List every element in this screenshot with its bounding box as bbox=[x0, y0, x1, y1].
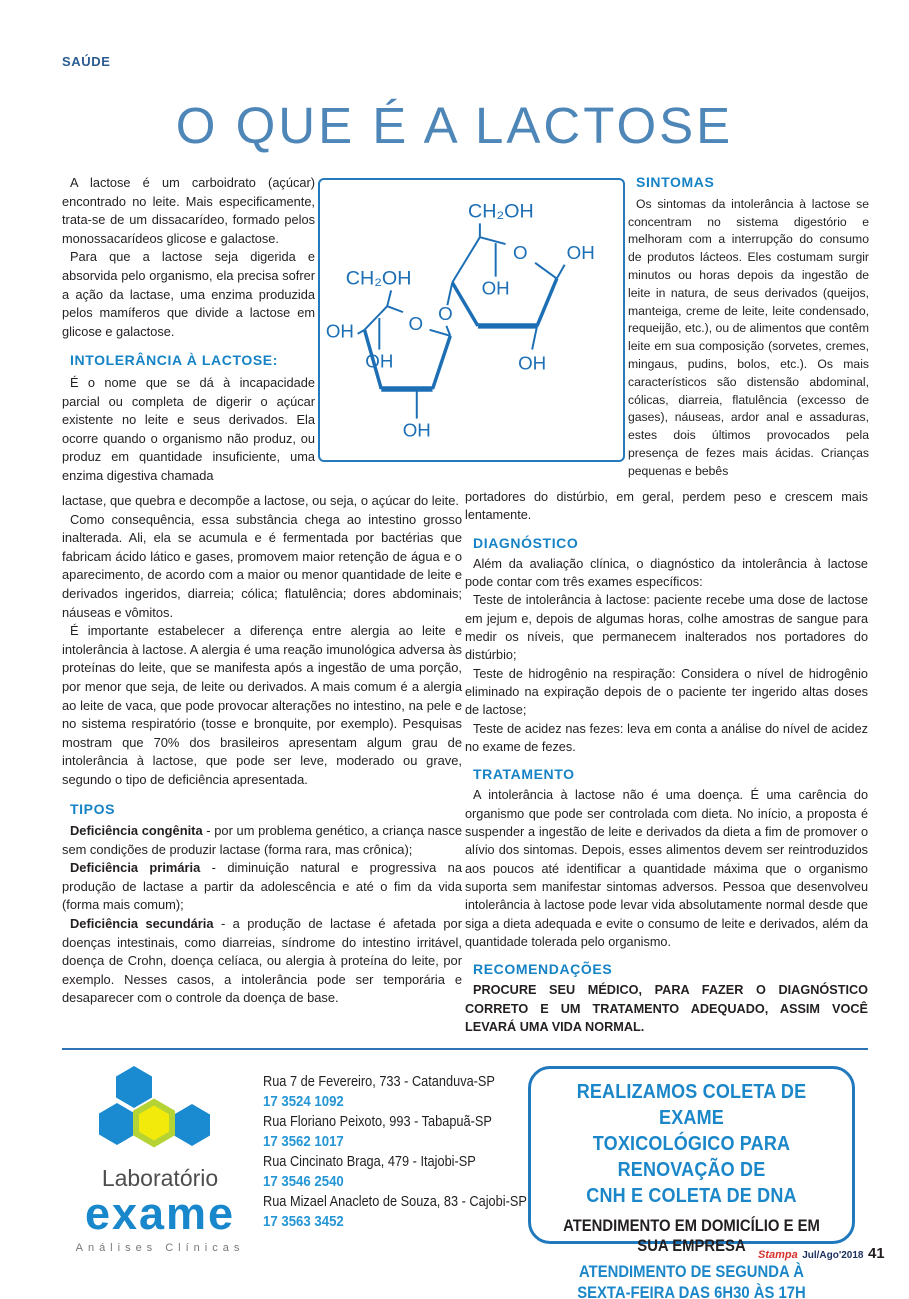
promo-schedule-line: SEXTA-FEIRA DAS 6H30 ÀS 17H bbox=[577, 1284, 806, 1299]
bridge-oxygen-label: O bbox=[438, 303, 453, 324]
phone-line: 17 3563 3452 bbox=[263, 1213, 344, 1230]
glycosidic-bond bbox=[438, 283, 453, 336]
section-kicker: SAÚDE bbox=[62, 54, 111, 69]
promo-schedule-line: ATENDIMENTO DE SEGUNDA À bbox=[579, 1263, 804, 1281]
promo-title-line: TOXICOLÓGICO PARA RENOVAÇÃO DE bbox=[592, 1133, 791, 1181]
promo-service-line: ATENDIMENTO EM DOMICÍLIO E EM SUA EMPRESA bbox=[563, 1217, 820, 1255]
oh-label: OH bbox=[325, 320, 354, 342]
type-term: Deficiência congênita bbox=[70, 823, 203, 839]
type-item bbox=[62, 822, 462, 859]
test-item: Teste de intolerância à lactose: paciente recebe uma dose de lactose em jejum e, depois de algumas horas, colhe amostras de sangue para medir os níveis, que permanecem inalterados nos portadores do distúrbio; bbox=[465, 593, 868, 663]
galactose-ring bbox=[326, 268, 450, 441]
paragraph: A lactose é um carboidrato (açúcar) encontrado no leite. Mais especificamente, trata-se de um dissacarídeo, formado pelos monossacarídeos glicose e galactose. bbox=[62, 175, 315, 246]
hexagons-logo-icon bbox=[70, 1060, 250, 1156]
left-narrow-column bbox=[62, 174, 315, 486]
paragraph: Para que a lactose seja digerida e absorvida pelo organismo, ela precisa sofrer a ação da lactase, uma enzima produzida pelos mamíferos que divide a lactose em glicose e galactose. bbox=[62, 249, 315, 339]
lab-logo bbox=[70, 1060, 250, 1254]
phone-line: 17 3546 2540 bbox=[263, 1173, 344, 1190]
paragraph: A intolerância à lactose não é uma doença. É uma carência do organismo que pode ser controlada com dieta. No início, a proposta é suspender a ingestão de leite e derivados da dieta a fim de promover o alívio dos sintomas. Depois, esses alimentos devem ser reintroduzidos aos poucos até identificar a quantidade máxima que o organismo suporta sem manifestar sintomas adversos. Pessoa que desenvolveu intolerância à lactose pode levar vida absolutamente normal desde que siga a dieta adequada e evite o consumo de leite e derivados, além da quantidade tolerada pelo organismo. bbox=[465, 788, 868, 949]
promo-title-line: CNH E COLETA DE DNA bbox=[586, 1185, 797, 1207]
right-wide-column bbox=[465, 488, 868, 1036]
address-line: Rua 7 de Fevereiro, 733 - Catanduva-SP bbox=[263, 1074, 495, 1090]
magazine-name: Stampa bbox=[758, 1249, 798, 1261]
magazine-issue: Jul/Ago'2018 bbox=[802, 1250, 864, 1261]
right-narrow-column bbox=[628, 174, 869, 481]
paragraph: Além da avaliação clínica, o diagnóstico da intolerância à lactose pode contar com três exames específicos: bbox=[465, 556, 868, 590]
logo-subtitle: Análises Clínicas bbox=[75, 1242, 245, 1254]
glucose-ring bbox=[452, 200, 594, 373]
phone-line: 17 3524 1092 bbox=[263, 1093, 344, 1110]
paragraph: portadores do distúrbio, em geral, perdem peso e crescem mais lentamente. bbox=[465, 490, 868, 523]
paragraph: Como consequência, essa substância chega ao intestino grosso inalterada. Ali, ela se acumula e é fermentada por bactérias que fabricam ácido lático e gases, promovem maior retenção de água e o aparecimento, de acordo com a maior ou menor quantidade de leite e derivados ingeridos, diarreia; cólica; flatulência; dores abdominais; náuseas e vômitos. bbox=[62, 511, 462, 620]
left-wide-column bbox=[62, 492, 462, 1008]
type-item bbox=[62, 915, 462, 1008]
oh-label: OH bbox=[566, 241, 595, 263]
type-term: Deficiência primária bbox=[70, 860, 201, 876]
paragraph: É o nome que se dá à incapacidade parcial ou completa de digerir o açúcar existente no leite e seus derivados. Ela ocorre quando o organismo não produz, ou produz em quantidade insuficiente, uma enzima digestiva chamada bbox=[62, 374, 315, 483]
paragraph: Os sintomas da intolerância à lactose se concentram no sistema digestório e melhoram com a interrupção do consumo de produtos lácteos. Eles costumam surgir minutos ou horas depois da ingestão de leite in natura, de seus derivados (queijos, manteiga, creme de leite, leite condensado, requeijão, etc.), ou de alimentos que contêm leite em sua composição (sorvetes, cremes, mingaus, pudins, bolos, etc.). Os mais característicos são distensão abdominal, cólicas, diarreia, flatulência (excesso de gases), náuseas, ardor anal e assaduras, estes dois últimos provocados pela presença de fezes mais ácidas. Crianças pequenas e bebês bbox=[628, 196, 869, 478]
paragraph: É importante estabelecer a diferença entre alergia ao leite e intolerância à lactose. A alergia é uma reação imunológica adversa às proteínas do leite, que se manifesta após a ingestão de uma porção, por menor que seja, de leite ou derivados. A mais comum é a alergia ao leite de vaca, que pode provocar alterações no intestino, na pele e no sistema respiratório (tosse e bronquite, por exemplo). Pesquisas mostram que 70% dos brasileiros apresentam algum grau de intolerância à lactose, que pode ser leve, moderado ou grave, segundo o tipo de deficiência apresentada. bbox=[62, 623, 462, 787]
type-item bbox=[62, 859, 462, 915]
oh-label: OH bbox=[365, 350, 394, 372]
oh-label: OH bbox=[518, 352, 547, 374]
section-heading-diagnostico: DIAGNÓSTICO bbox=[473, 534, 579, 551]
section-heading-intolerancia: INTOLERÂNCIA À LACTOSE: bbox=[70, 352, 278, 369]
promo-content bbox=[547, 1069, 836, 1299]
type-desc: - a produção de lactase é afetada por doenças intestinais, como diarreias, síndrome do intestino irritável, doença de Crohn, doença celíaca, ou alergia à proteína do leite, por exemplo. Nesses casos, a intolerância pode ser temporária e desaparecer com o controle da doença de base. bbox=[62, 916, 463, 1006]
oh-label: OH bbox=[402, 419, 431, 441]
address-line: Rua Cincinato Braga, 479 - Itajobi-SP bbox=[263, 1154, 476, 1170]
type-desc: - diminuição natural e progressiva na produção de lactase a partir da adolescência e até o fim da vida (forma mais comum); bbox=[62, 860, 462, 913]
paragraph: PROCURE SEU MÉDICO, PARA FAZER O DIAGNÓSTICO CORRETO E UM TRATAMENTO ADEQUADO, ASSIM VOCÊ LEVARÁ UMA VIDA NORMAL. bbox=[465, 983, 868, 1035]
ch2oh-label: CH₂OH bbox=[468, 200, 534, 223]
addresses-list bbox=[263, 1072, 527, 1232]
phone-line: 17 3562 1017 bbox=[263, 1133, 344, 1150]
promo-schedule bbox=[547, 1262, 836, 1299]
address-line: Rua Mizael Anacleto de Souza, 83 - Cajobi-SP bbox=[263, 1194, 527, 1210]
page-title: O QUE É A LACTOSE bbox=[175, 97, 734, 154]
logo-name: exame bbox=[84, 1188, 236, 1239]
magazine-credit bbox=[758, 1245, 885, 1263]
section-heading-recomendacoes: RECOMENDAÇÕES bbox=[473, 961, 613, 978]
type-desc: - por um problema genético, a criança nasce sem condições de produzir lactase (forma rara, mas crônica); bbox=[62, 823, 462, 857]
logo-top-label: Laboratório bbox=[101, 1165, 219, 1191]
test-item: Teste de acidez nas fezes: leva em conta a análise do nível de acidez no exame de fezes. bbox=[465, 721, 868, 754]
paragraph: lactase, que quebra e decompõe a lactose, ou seja, o açúcar do leite. bbox=[62, 493, 460, 508]
lactose-structure-diagram bbox=[318, 178, 625, 462]
ring-oxygen-label: O bbox=[513, 241, 528, 263]
promo-title bbox=[547, 1079, 836, 1209]
ch2oh-label: CH₂OH bbox=[345, 267, 412, 290]
footer-divider bbox=[62, 1048, 868, 1050]
section-heading-tipos: TIPOS bbox=[70, 800, 116, 817]
promo-title-line: REALIZAMOS COLETA DE EXAME bbox=[576, 1081, 807, 1129]
oh-label: OH bbox=[481, 277, 510, 299]
lactose-structure-svg bbox=[320, 180, 623, 460]
ring-oxygen-label: O bbox=[408, 312, 424, 334]
page-number: 41 bbox=[867, 1245, 885, 1262]
test-item: Teste de hidrogênio na respiração: Considera o nível de hidrogênio eliminado na expiração depois de o paciente ter ingerido altas doses de lactose; bbox=[465, 666, 868, 718]
section-heading-sintomas: SINTOMAS bbox=[636, 174, 715, 190]
section-heading-tratamento: TRATAMENTO bbox=[473, 766, 575, 783]
address-line: Rua Floriano Peixoto, 993 - Tabapuã-SP bbox=[263, 1114, 492, 1130]
type-term: Deficiência secundária bbox=[70, 916, 214, 932]
